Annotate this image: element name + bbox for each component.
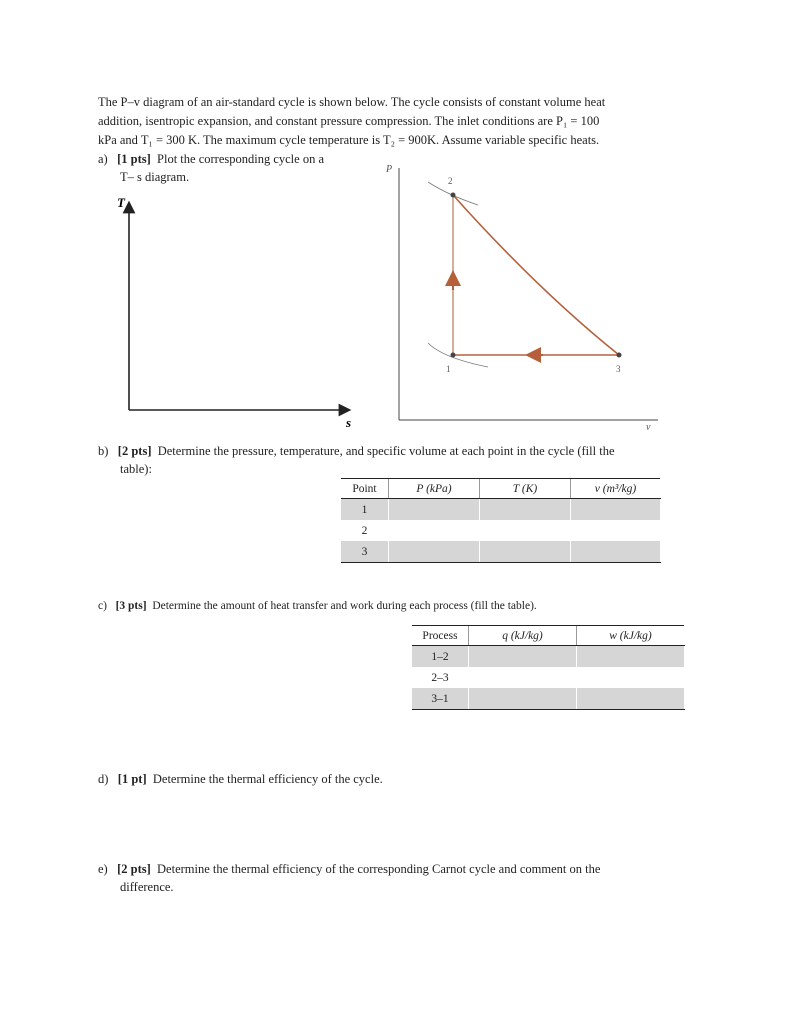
pv-point-1 <box>451 353 456 358</box>
part-b-text-2: table): <box>120 462 152 476</box>
state-col-temperature: T (K) <box>480 479 571 499</box>
part-e-text: Determine the thermal efficiency of the corresponding Carnot cycle and comment on the <box>157 862 601 876</box>
process-cell[interactable] <box>577 667 685 688</box>
part-a-letter: a) <box>98 152 108 166</box>
table-row <box>412 646 684 668</box>
state-point-1: 1 <box>341 499 389 521</box>
part-b <box>98 442 615 478</box>
part-c-points: [3 pts] <box>115 600 147 612</box>
state-cell[interactable] <box>389 541 480 563</box>
problem-intro <box>98 93 658 150</box>
intro-line-2: addition, isentropic expansion, and constant pressure compression. The inlet conditions are P₁ = 100 <box>98 114 600 128</box>
intro-line-1: The P–v diagram of an air-standard cycle is shown below. The cycle consists of constant volume heat <box>98 95 606 109</box>
pv-label-2: 2 <box>448 176 453 186</box>
part-e-text-2: difference. <box>120 880 174 894</box>
part-b-letter: b) <box>98 444 109 458</box>
ts-x-label: s <box>346 415 352 430</box>
table-row <box>412 667 684 688</box>
state-cell[interactable] <box>480 499 571 521</box>
pv-x-label: v <box>646 422 651 432</box>
process-col-q: q (kJ/kg) <box>469 626 577 646</box>
process-table <box>412 625 685 710</box>
state-cell[interactable] <box>389 499 480 521</box>
table-row <box>341 499 660 521</box>
process-2-3: 2–3 <box>412 667 469 688</box>
pv-y-label: P <box>386 164 393 175</box>
state-cell[interactable] <box>571 520 661 541</box>
pv-label-1: 1 <box>446 364 451 374</box>
pv-diagram <box>378 160 663 432</box>
state-col-pressure: P (kPa) <box>389 479 480 499</box>
process-col-name: Process <box>412 626 469 646</box>
part-d-text: Determine the thermal efficiency of the cycle. <box>152 772 383 786</box>
ts-diagram-axes <box>110 195 360 430</box>
part-e-letter: e) <box>98 862 108 876</box>
part-c-text: Determine the amount of heat transfer and work during each process (fill the table). <box>152 600 537 612</box>
intro-line-3: kPa and T₁ = 300 K. The maximum cycle temperature is T₂ = 900K. Assume variable specific heats. <box>98 133 600 147</box>
part-c-letter: c) <box>98 600 107 612</box>
part-b-points: [2 pts] <box>117 444 152 458</box>
part-a <box>98 150 324 186</box>
process-cell[interactable] <box>577 688 685 710</box>
part-d-points: [1 pt] <box>117 772 147 786</box>
process-cell[interactable] <box>469 688 577 710</box>
table-row <box>341 541 660 563</box>
process-cell[interactable] <box>469 667 577 688</box>
process-3-1: 3–1 <box>412 688 469 710</box>
state-point-2: 2 <box>341 520 389 541</box>
part-e-points: [2 pts] <box>117 862 151 876</box>
process-cell[interactable] <box>577 646 685 668</box>
state-cell[interactable] <box>480 541 571 563</box>
process-col-w: w (kJ/kg) <box>577 626 685 646</box>
process-1-2: 1–2 <box>412 646 469 668</box>
process-cell[interactable] <box>469 646 577 668</box>
part-d-letter: d) <box>98 772 109 786</box>
part-a-text-2: T– s diagram. <box>120 170 190 184</box>
state-cell[interactable] <box>389 520 480 541</box>
part-b-text: Determine the pressure, temperature, and specific volume at each point in the cycle (fill the <box>157 444 615 458</box>
state-cell[interactable] <box>571 499 661 521</box>
ts-y-label: T <box>117 195 125 210</box>
part-e <box>98 860 600 896</box>
pv-label-3: 3 <box>616 364 621 374</box>
pv-point-3 <box>617 353 622 358</box>
part-d <box>98 770 383 788</box>
state-point-3: 3 <box>341 541 389 563</box>
state-col-point: Point <box>341 479 389 499</box>
part-c <box>98 597 537 615</box>
state-cell[interactable] <box>571 541 661 563</box>
state-cell[interactable] <box>480 520 571 541</box>
part-a-points: [1 pts] <box>117 152 151 166</box>
table-row <box>412 688 684 710</box>
state-table <box>341 478 661 563</box>
state-col-volume: v (m³/kg) <box>571 479 661 499</box>
pv-point-2 <box>451 193 456 198</box>
pv-process-2-3 <box>453 195 619 355</box>
table-row <box>341 520 660 541</box>
part-a-text: Plot the corresponding cycle on a <box>157 152 324 166</box>
